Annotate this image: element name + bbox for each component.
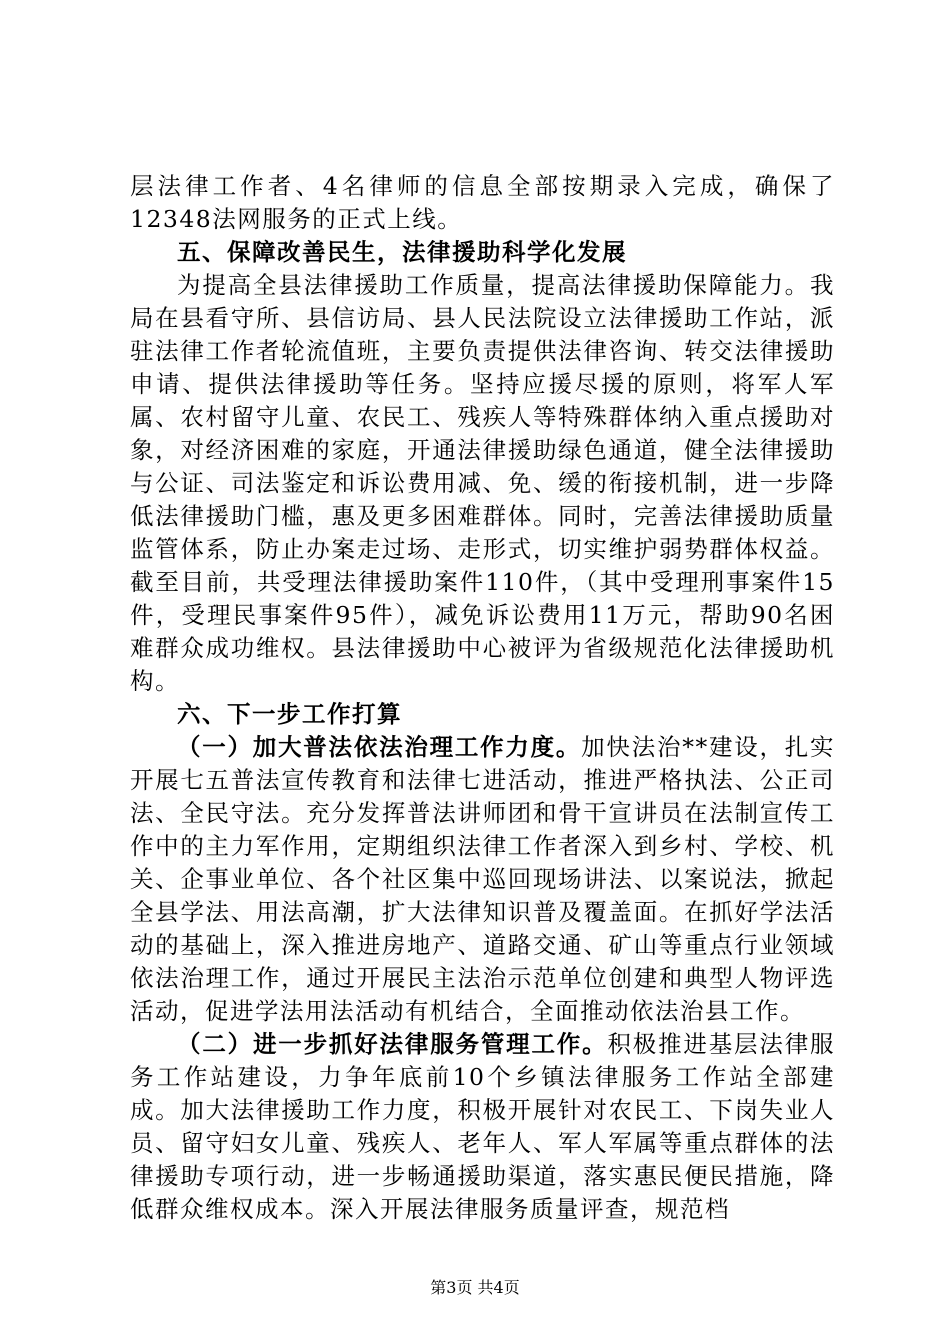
paragraph-subsection-2 (130, 1028, 835, 1226)
section-heading-6: 六、下一步工作打算 (177, 700, 402, 728)
paragraph-legal-aid: 为提高全县法律援助工作质量，提高法律援助保障能力。我局在县看守所、县信访局、县人民法院设立法律援助工作站，派驻法律工作者轮流值班，主要负责提供法律咨询、转交法律援助申请、提供法律援助等任务。坚持应援尽援的原则，将军人军属、农村留守儿童、农民工、残疾人等特殊群体纳入重点援助对象，对经济困难的家庭，开通法律援助绿色通道，健全法律援助与公证、司法鉴定和诉讼费用减、免、缓的衔接机制，进一步降低法律援助门槛，惠及更多困难群体。同时，完善法律援助质量监管体系，防止办案走过场、走形式，切实维护弱势群体权益。截至目前，共受理法律援助案件110件，（其中受理刑事案件15件，受理民事案件95件），减免诉讼费用11万元，帮助90名困难群众成功维权。县法律援助中心被评为省级规范化法律援助机构。 (130, 271, 835, 695)
subsection-2-text: 积极推进基层法律服务工作站建设，力争年底前10个乡镇法律服务工作站全部建成。加大法律援助工作力度，积极开展针对农民工、下岗失业人员、留守妇女儿童、残疾人、老年人、军人军属等重点群体的法律援助专项行动，进一步畅通援助渠道，落实惠民便民措施，降低群众维权成本。深入开展法律服务质量评查，规范档 (130, 1030, 836, 1223)
section-heading-5: 五、保障改善民生，法律援助科学化发展 (177, 238, 627, 266)
subsection-1-title: （一）加大普法依法治理工作力度。 (177, 733, 582, 761)
paragraph-continuation: 层法律工作者、4名律师的信息全部按期录入完成，确保了12348法网服务的正式上线。 (130, 172, 835, 233)
subsection-2-title: （二）进一步抓好法律服务管理工作。 (177, 1030, 608, 1058)
document-body (130, 170, 835, 1226)
paragraph-subsection-1 (130, 731, 835, 1028)
subsection-1-text: 加快法治**建设，扎实开展七五普法宣传教育和法律七进活动，推进严格执法、公正司法、全民守法。充分发挥普法讲师团和骨干宣讲员在法制宣传工作中的主力军作用，定期组织法律工作者深入到乡村、学校、机关、企事业单位、各个社区集中巡回现场讲法、以案说法，掀起全县学法、用法高潮，扩大法律知识普及覆盖面。在抓好学法活动的基础上，深入推进房地产、道路交通、矿山等重点行业领域依法治理工作，通过开展民主法治示范单位创建和典型人物评选活动，促进学法用法活动有机结合，全面推动依法治县工作。 (130, 733, 836, 1025)
page-number-footer: 第3页 共4页 (430, 1278, 520, 1297)
